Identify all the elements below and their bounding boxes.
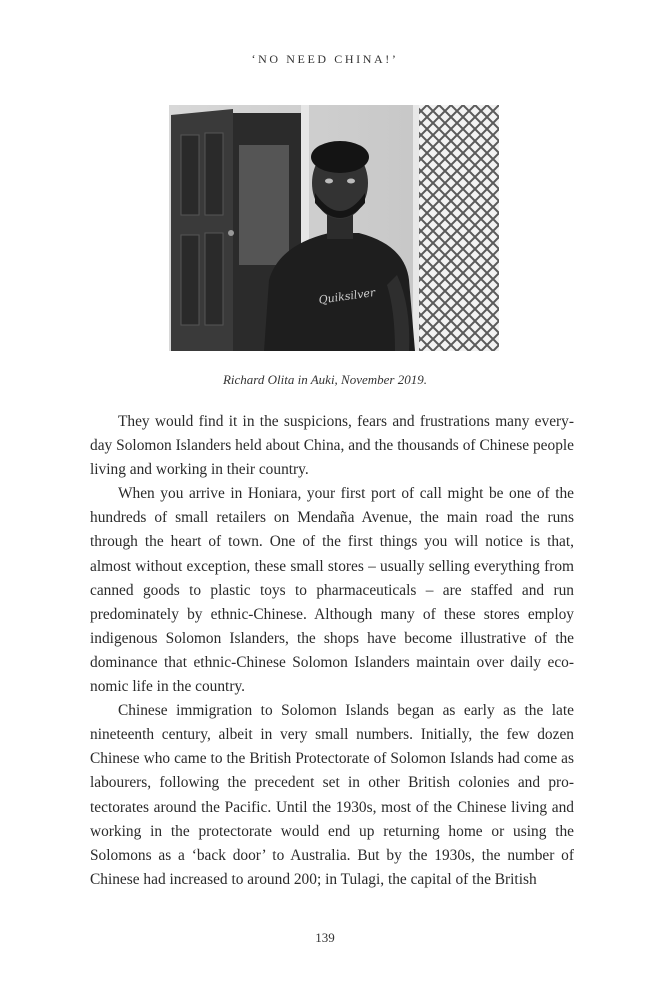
photograph (169, 105, 499, 351)
running-header: ‘NO NEED CHINA!’ (251, 52, 399, 66)
photo-of-man-in-doorway-icon (169, 105, 499, 351)
paragraph: They would find it in the suspicions, fears and frustrations many everyday Solomon Islanders held about China, and the thousands of Chinese people living and working in their country. (90, 413, 574, 479)
body-text (90, 410, 574, 892)
paragraph: When you arrive in Honiara, your first port of call might be one of the hundreds of small retailers on Mendaña Avenue, the main road the runs through the heart of town. One of the first things you will notice is that, almost without exception, these small stores – usually selling everything from canned goods to plastic toys to pharmaceuticals – are staffed and run predominately by ethnic-Chinese. Although many of these stores employ indigenous Solomon Islanders, the shops have become illustrative of the dominance that ethnic-Chinese Solomon Islanders maintain over daily economic life in the country. (90, 485, 574, 696)
shirt-logo-text: Quiksilver (317, 285, 377, 307)
paragraph: Chinese immigration to Solomon Islands began as early as the late nineteenth century, albeit in very small numbers. Initially, the few dozen Chinese who came to the British Protectorate of Solomon Islands had come as labourers, following the precedent set in other British colonies and protectorates around the Pacific. Until the 1930s, most of the Chinese living and working in the protectorate would end up returning home or using the Solomons as a ‘back door’ to Australia. But by the 1930s, the number of Chinese had increased to around 200; in Tulagi, the capital of the British (90, 702, 574, 888)
page-number: 139 (315, 930, 335, 945)
figure-caption: Richard Olita in Auki, November 2019. (222, 372, 427, 387)
